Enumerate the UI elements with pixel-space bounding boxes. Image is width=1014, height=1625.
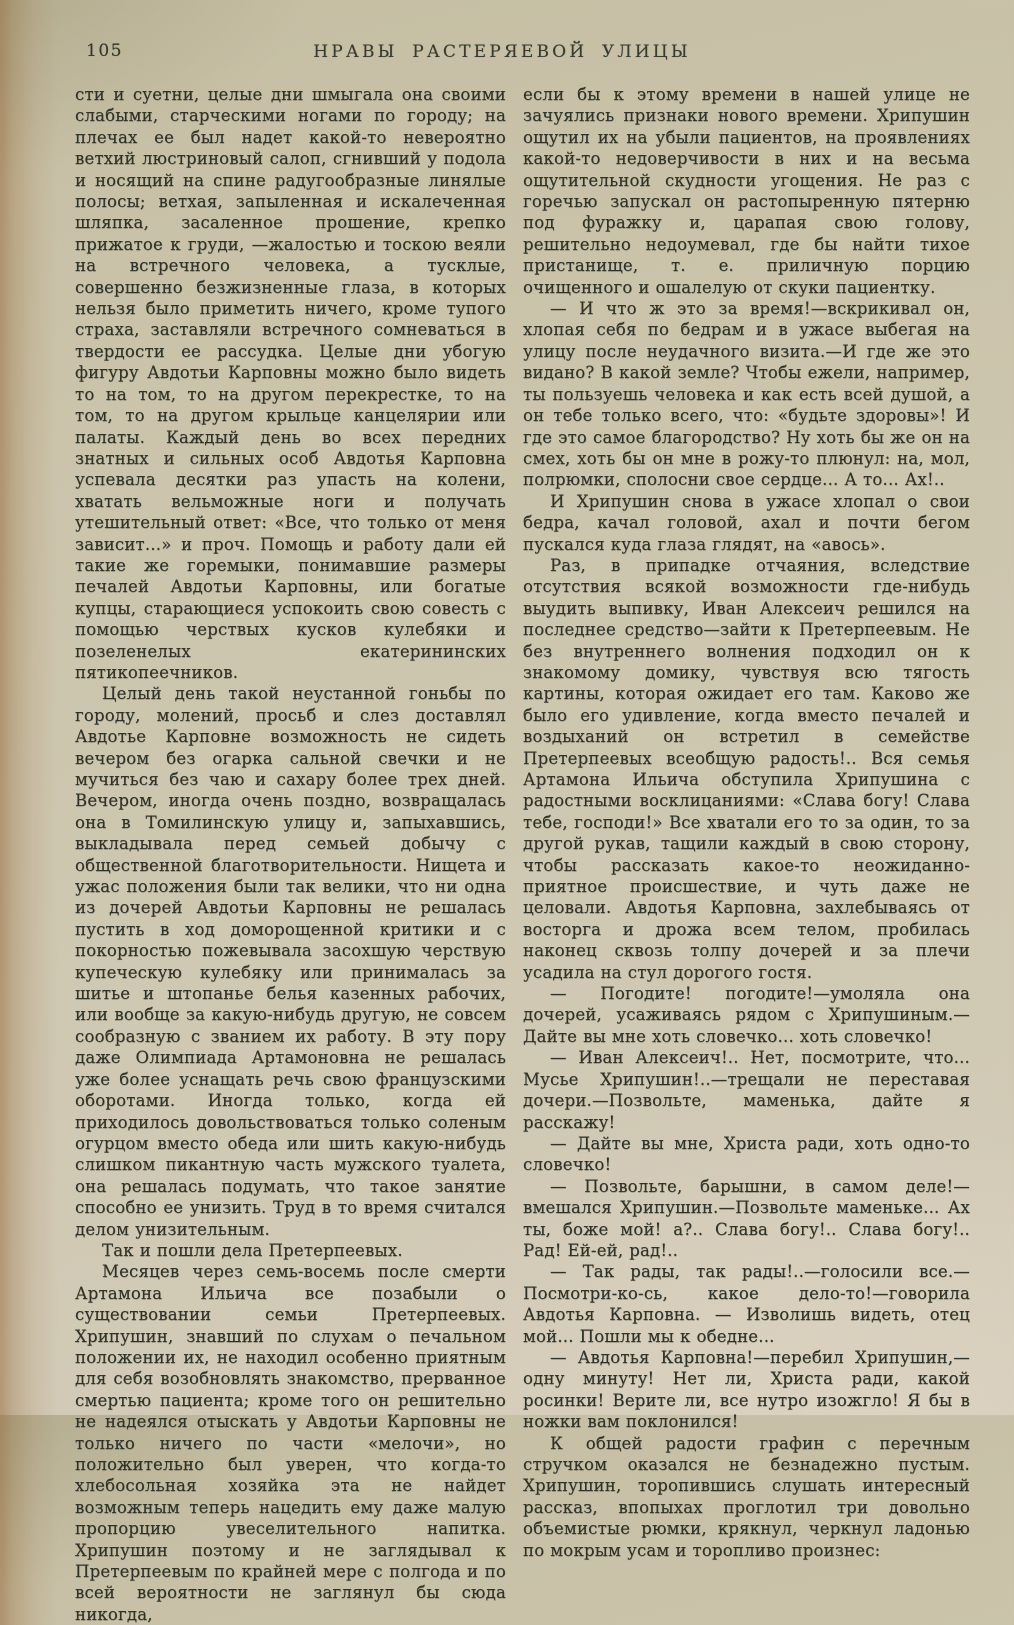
paragraph: Так и пошли дела Претерпеевых. (102, 1240, 403, 1260)
paragraph: И Хрипушин снова в ужасе хлопал о свои бедра, качал головой, ахал и почти бегом пускался куда глаза глядят, на «авось». (523, 491, 970, 554)
paragraph: — Так рады, так рады!..—голосили все.— Посмотри-ко-сь, какое дело-то!—говорила Авдотья Карповна. — Изволишь видеть, отец мой... Пошли мы к обедне... (523, 1262, 970, 1346)
page-number: 105 (86, 41, 123, 61)
paragraph: К общей радости графин с перечным стручком оказался не безнадежно пустым. Хрипушин, торопившись слушать интересный рассказ, впопыхах проглотил три довольно объемистые рюмки, крякнул, черкнул ладонью по мокрым усам и торопливо произнес: (523, 1433, 970, 1560)
running-title: НРАВЫ РАСТЕРЯЕВОЙ УЛИЦЫ (313, 42, 691, 62)
paragraph: сти и суетни, целые дни шмыгала она своими слабыми, старческими ногами по городу; на плечах ее был надет какой-то невероятно ветхий люстриновый салоп, сгнивший у подола и носящий на спине радугообразные линялые полосы; ветхая, запыленная и искалеченная шляпка, засаленное прошение, крепко прижатое к груди, —жалостью и тоскою веяли на встречного человека, а тусклые, совершенно безжизненные глаза, в которых нельзя было приметить ничего, кроме тупого страха, заставляли встречного сомневаться в твердости ее рассудка. Целые дни убогую фигуру Авдотьи Карповны можно было видеть то на том, то на другом перекрестке, то на том, то на другом крыльце канцелярии или палаты. Каждый день во всех передних знатных и сильных особ Авдотья Карповна успевала десятки раз упасть на колени, хватать вельможные ноги и получать утешительный ответ: «Все, что только от меня зависит...» и проч. Помощь и работу дали ей такие же горемыки, понимавшие размеры печалей Авдотьи Карповны, или богатые купцы, старающиеся успокоить свою совесть с помощью черствых кусков кулебяки и позеленелых екатерининских пятикопеечников. (75, 85, 506, 682)
paragraph: Целый день такой неустанной гоньбы по городу, молений, просьб и слез доставлял Авдотье Карповне возможность не сидеть вечером без огарка сальной свечки и не мучиться без чаю и сахару более трех дней. Вечером, иногда очень поздно, возвращалась она в Томилинскую улицу и, запыхавшись, выкладывала перед семьей добычу с общественной благотворительности. Нищета и ужас положения были так велики, что ни одна из дочерей Авдотьи Карповны не решалась пустить в ход доморощенной критики и с покорностью пожевывала засохшую черствую купеческую кулебяку или принималась за шитье и штопанье белья казенных рабочих, или вообще за какую-нибудь другую, не совсем сообразную с званием их работу. В эту пору даже Олимпиада Артамоновна не решалась уже более уснащать речь свою французскими оборотами. Иногда только, когда ей приходилось довольствоваться только соленым огурцом вместо обеда или шить какую-нибудь слишком пикантную часть мужского туалета, она решалась подумать, что такое занятие способно ее унизить. Труд в то время считался делом унизительным. (75, 684, 506, 1239)
paragraph: — Дайте вы мне, Христа ради, хоть одно-то словечко! (523, 1133, 970, 1175)
paragraph: если бы к этому времени в нашей улице не зачуялись признаки нового времени. Хрипушин ощутил их на убыли пациентов, на проявлениях какой-то недоверчивости в них и на весьма ощутительной скудности угощения. Не раз с горечью запускал он растопыренную пятерню под фуражку и, царапая свою голову, решительно недоумевал, где бы найти тихое пристанище, т. е. приличную порцию очищенного и ошалелую от скуки пациентку. (523, 85, 970, 297)
paragraph: — Иван Алексеич!.. Нет, посмотрите, что... Мусье Хрипушин!..—трещали не переставая дочери.—Позвольте, маменька, дайте я расскажу! (523, 1048, 970, 1132)
paragraph: — Авдотья Карповна!—перебил Хрипушин,—одну минуту! Нет ли, Христа ради, какой росинки! Верите ли, все нутро изожгло! Я бы в ножки вам поклонился! (523, 1347, 970, 1432)
paragraph: — Позвольте, барышни, в самом деле!— вмешался Хрипушин.—Позвольте маменьке... Ах ты, боже мой! а?.. Слава богу!.. Слава богу!.. Рад! Ей-ей, рад!.. (523, 1176, 970, 1260)
right-column (523, 84, 970, 1625)
text-columns (75, 84, 970, 1625)
paragraph: Раз, в припадке отчаяния, вследствие отсутствия всякой возможности где-нибудь выудить выпивку, Иван Алексеич решился на последнее средство—зайти к Претерпеевым. Не без внутреннего волнения подходил он к знакомому домику, чувствуя всю тягость картины, которая ожидает его там. Каково же было его удивление, когда вместо печалей и воздыханий он встретил в семействе Претерпеевых всеобщую радость!.. Вся семья Артамона Ильича обступила Хрипушина с радостными восклицаниями: «Слава богу! Слава тебе, господи!» Все хватали его то за один, то за другой рукав, тащили каждый в свою сторону, чтобы рассказать какое-то неожиданно-приятное происшествие, и чуть даже не целовали. Авдотья Карповна, захлебываясь от восторга и дрожа всем телом, пробилась наконец сквозь толпу дочерей и за плечи усадила на стул дорогого гостя. (523, 555, 970, 982)
paragraph: — И что ж это за время!—вскрикивал он, хлопая себя по бедрам и в ужасе выбегая на улицу после неудачного визита.—И где же это видано? В какой земле? Чтобы ежели, например, ты пользуешь человека и как есть всей душой, а он тебе только всего, что: «будьте здоровы»! И где это самое благородство? Ну хоть бы же он на смех, хоть бы он мне в рожу-то плюнул: на, мол, полрюмки, сполосни свое сердце... А то... Ах!.. (523, 299, 970, 490)
left-column (75, 84, 506, 1625)
paragraph: — Погодите! погодите!—умоляла она дочерей, усаживаясь рядом с Хрипушиным.— Дайте вы мне хоть словечко... хоть словечко! (523, 984, 970, 1046)
paragraph: Месяцев через семь-восемь после смерти Артамона Ильича все позабыли о существовании семьи Претерпеевых. Хрипушин, знавший по слухам о печальном положении их, не находил особенно приятным для себя возобновлять знакомство, прерванное смертью пациента; кроме того он решительно не надеялся отыскать у Авдотьи Карповны не только ничего по части «мелочи», но положительно был уверен, что когда-то хлебосольная хозяйка эта не найдет возможным теперь нацедить ему даже малую пропорцию увеселительного напитка. Хрипушин поэтому и не заглядывал к Претерпеевым по крайней мере с полгода и по всей вероятности не заглянул бы сюда никогда, (75, 1262, 506, 1624)
